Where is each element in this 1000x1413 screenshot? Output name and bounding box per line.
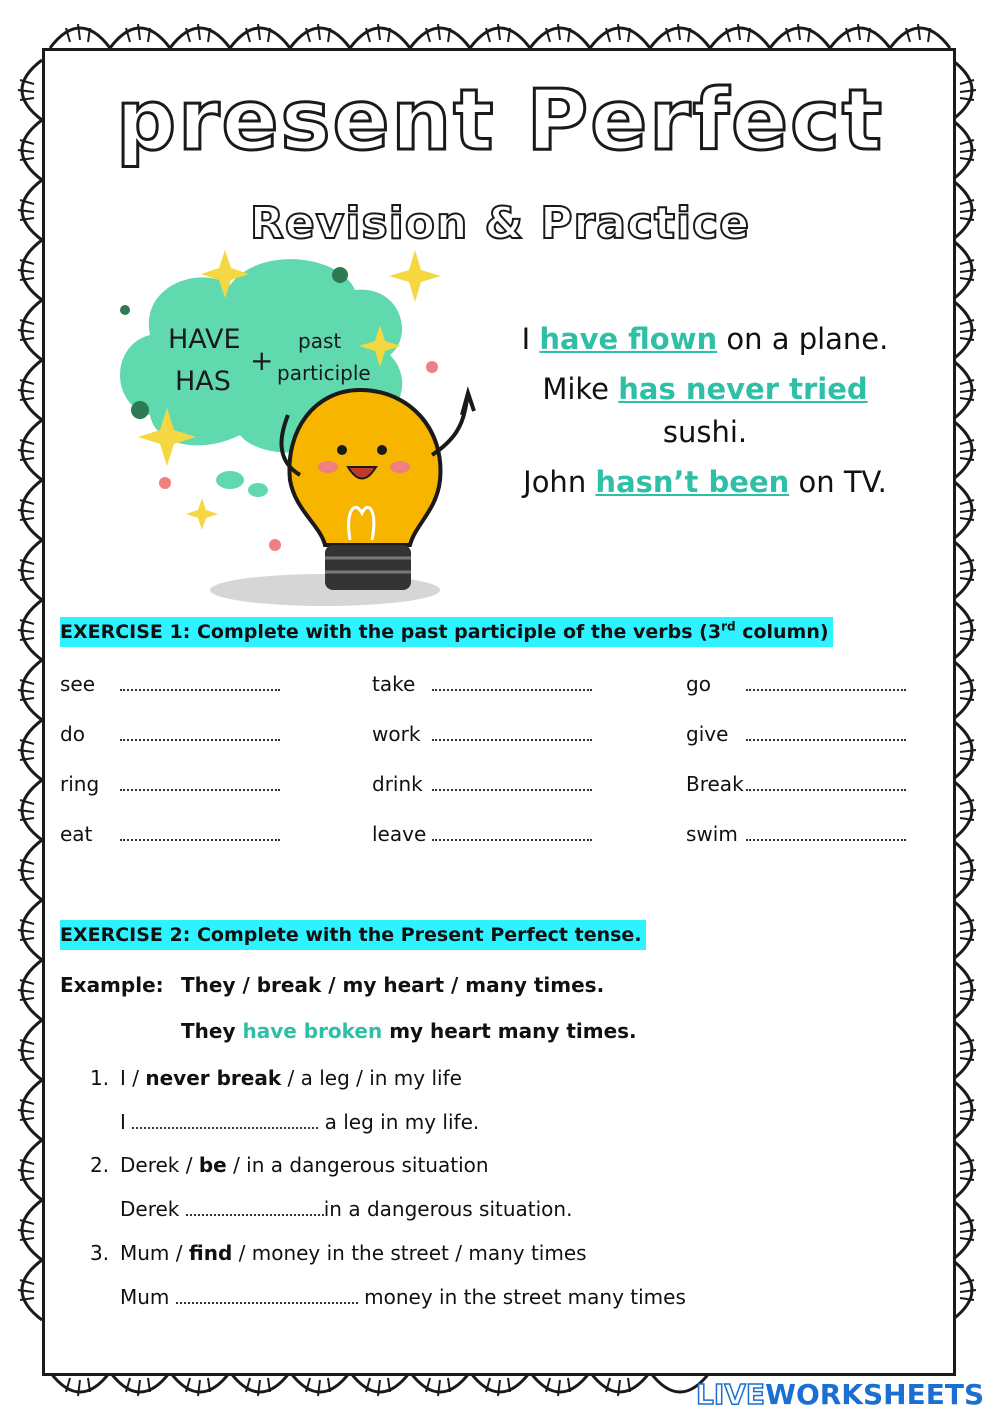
answer-blank[interactable] (120, 775, 280, 791)
answer-blank[interactable] (432, 725, 592, 741)
verb-item: go (686, 672, 906, 696)
verb-item: give (686, 722, 906, 746)
answer-blank[interactable] (746, 775, 906, 791)
answer-blank[interactable] (432, 775, 592, 791)
exercise1-heading: EXERCISE 1: Complete with the past participle of the verbs (3rd column) (60, 617, 833, 647)
page-title: present Perfect (115, 71, 885, 169)
verb-item: Break (686, 772, 906, 796)
answer-blank[interactable] (746, 725, 906, 741)
question-answer-line: Mum money in the street many times (120, 1285, 686, 1309)
past-label: past (298, 329, 342, 353)
example-answer: They have broken my heart many times. (181, 1019, 637, 1043)
verb-item: swim (686, 822, 906, 846)
verb-item: leave (372, 822, 592, 846)
answer-blank[interactable] (432, 675, 592, 691)
liveworksheets-logo: LIVEWORKSHEETS (696, 1378, 985, 1411)
answer-blank[interactable] (746, 675, 906, 691)
sparkle-icon (389, 250, 441, 302)
example-sentences (520, 318, 890, 510)
example-sentence: John hasn’t been on TV. (523, 464, 887, 499)
answer-blank[interactable] (120, 725, 280, 741)
have-label: HAVE (168, 324, 241, 355)
example-label: Example: (60, 973, 164, 997)
verb-item: do (60, 722, 280, 746)
answer-blank[interactable] (746, 825, 906, 841)
answer-blank[interactable] (120, 675, 280, 691)
answer-blank[interactable] (186, 1200, 324, 1216)
verb-item: take (372, 672, 592, 696)
question-prompt: 1. I / never break / a leg / in my life (90, 1066, 462, 1090)
answer-blank[interactable] (132, 1113, 318, 1129)
verb-item: work (372, 722, 592, 746)
question-answer-line: Derek in a dangerous situation. (120, 1197, 573, 1221)
lightbulb-illustration (110, 245, 510, 610)
question-prompt: 2. Derek / be / in a dangerous situation (90, 1153, 489, 1177)
exercise2-heading: EXERCISE 2: Complete with the Present Perfect tense. (60, 920, 646, 950)
question-prompt: 3. Mum / find / money in the street / many times (90, 1241, 587, 1265)
sparkle-icon (186, 498, 218, 530)
answer-blank[interactable] (176, 1288, 358, 1304)
verb-item: see (60, 672, 280, 696)
has-label: HAS (175, 366, 231, 397)
participle-label: participle (277, 361, 371, 385)
page-subtitle: Revision & Practice (249, 198, 751, 249)
verb-item: ring (60, 772, 280, 796)
verb-item: eat (60, 822, 280, 846)
answer-blank[interactable] (120, 825, 280, 841)
plus-sign: + (250, 344, 274, 377)
example-prompt: They / break / my heart / many times. (181, 973, 605, 997)
answer-blank[interactable] (432, 825, 592, 841)
example-sentence: Mike has never tried sushi. (542, 371, 868, 449)
question-answer-line: I a leg in my life. (120, 1110, 480, 1134)
example-sentence: I have flown on a plane. (521, 322, 889, 356)
verb-item: drink (372, 772, 592, 796)
